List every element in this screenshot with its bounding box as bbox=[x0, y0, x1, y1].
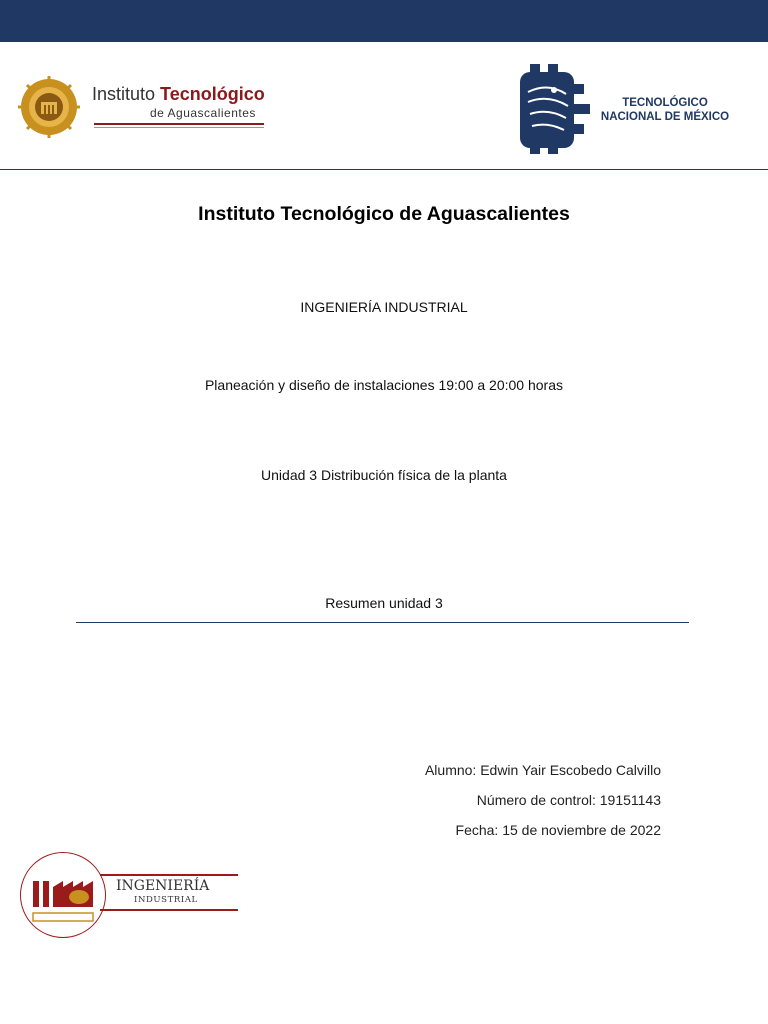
student-name: Alumno: Edwin Yair Escobedo Calvillo bbox=[424, 762, 661, 778]
ingenieria-emblem bbox=[20, 852, 106, 938]
tecnm-logo bbox=[518, 62, 748, 158]
ita-logo-line1: Instituto Tecnológico bbox=[92, 84, 265, 104]
header-divider bbox=[0, 169, 768, 170]
ingenieria-bar-bottom bbox=[100, 909, 238, 911]
ingenieria-subtitle: INDUSTRIAL bbox=[134, 895, 198, 905]
ita-seal-icon bbox=[18, 76, 80, 138]
ingenieria-bar-top bbox=[100, 874, 238, 876]
ita-logo-underline bbox=[94, 123, 264, 125]
career-label: INGENIERÍA INDUSTRIAL bbox=[300, 299, 468, 315]
tecnm-eagle-gear-icon bbox=[518, 62, 596, 156]
top-banner bbox=[0, 0, 768, 42]
page-title: Instituto Tecnológico de Aguascalientes bbox=[198, 203, 570, 225]
section-divider bbox=[76, 622, 689, 623]
ita-logo-line2: de Aguascalientes bbox=[150, 106, 256, 120]
course-label: Planeación y diseño de instalaciones 19:00 a 20:00 horas bbox=[204, 377, 564, 393]
unit-label: Unidad 3 Distribución física de la planta bbox=[261, 467, 507, 483]
ingenieria-industrial-logo bbox=[20, 852, 242, 942]
document-label: Resumen unidad 3 bbox=[325, 595, 443, 611]
tecnm-logo-text: TECNOLÓGICO NACIONAL DE MÉXICO bbox=[600, 97, 730, 123]
ita-logo-underline-grey bbox=[94, 127, 264, 128]
factory-icon bbox=[21, 853, 105, 937]
ingenieria-title: INGENIERÍA bbox=[116, 878, 210, 894]
control-number: Número de control: 19151143 bbox=[476, 792, 661, 808]
ita-logo bbox=[18, 76, 278, 138]
submission-date: Fecha: 15 de noviembre de 2022 bbox=[455, 822, 661, 838]
